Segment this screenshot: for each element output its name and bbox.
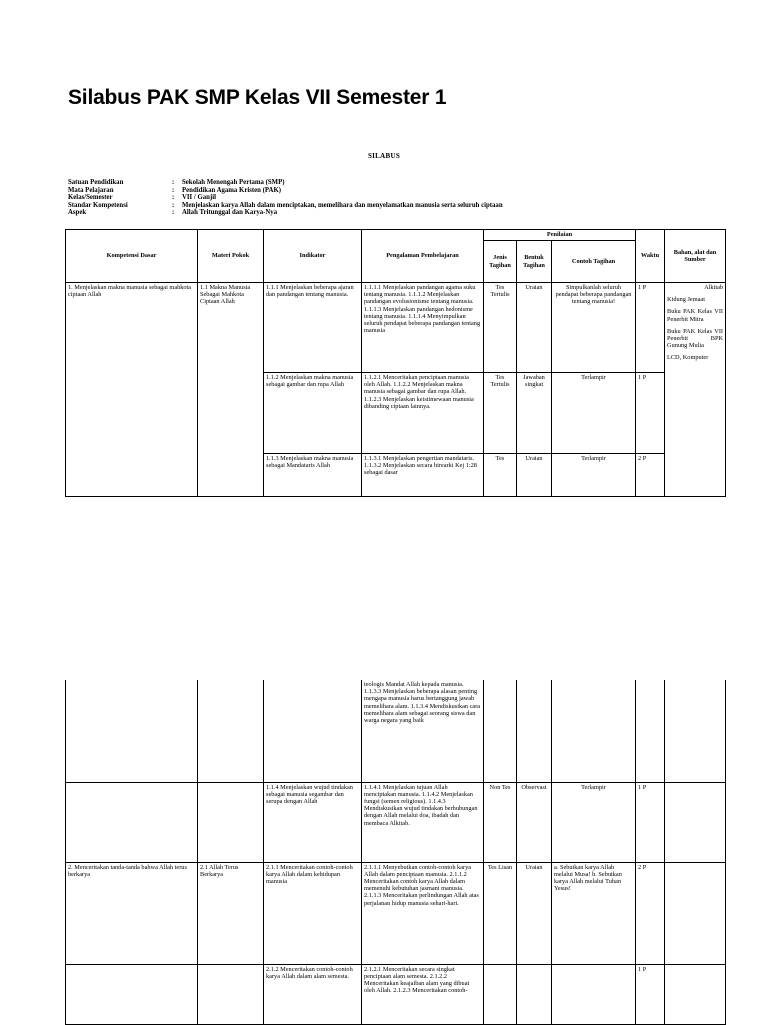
bahan-item: Kidung Jemaat [667, 296, 705, 304]
header-materi-pokok: Materi Pokok [198, 230, 264, 283]
meta-row: Satuan Pendidikan : Sekolah Menengah Pertama (SMP) [68, 179, 285, 186]
pengalaman-cell: 2.1.1.1 Menyebutkan contoh-contoh karya Allah dalam penciptaan manusia. 2.1.1.2 Menceritakan contoh karya Allah dalam memenuhi kebutuhan jasmani manusia. 2.1.1.3 Menceritakan perlindungan Allah atas perjalanan hidup manusia sehari-hari. [362, 862, 484, 964]
header-indikator: Indikator [264, 230, 362, 283]
header-contoh-tagihan: Contoh Tagihan [552, 241, 636, 283]
meta-row: Mata Pelajaran : Pendidikan Agama Kristen (PAK) [68, 186, 281, 194]
bahan-item: LCD, Komputer [667, 354, 709, 362]
table-row [66, 680, 726, 782]
indikator-cell: 2.1.1 Menceritakan contoh-contoh karya Allah dalam kehidupan manusia [264, 862, 362, 964]
meta-row: Aspek : Allah Tritunggal dan Karya-Nya [68, 209, 278, 217]
pengalaman-cell: 1.1.3.1 Menjelaskan pengertian mandataris. 1.1.3.2 Menjelaskan secara hirearki Kej 1:28 sebagai dasar [362, 454, 484, 497]
table-row [66, 782, 726, 862]
jenis-cell: Tes Tertulis [484, 373, 517, 454]
bentuk-cell: Uraian [517, 862, 552, 964]
materi-pokok-cell: 1.1 Makna Manusia Sebagai Mahkota Ciptaan Allah [198, 283, 264, 497]
jenis-cell: Tes [484, 454, 517, 497]
contoh-cell: Terlampir [552, 782, 636, 862]
jenis-cell: Tes Tertulis [484, 283, 517, 373]
meta-key: Standar Kompetensi [68, 201, 128, 209]
materi-pokok-cell: 2.1 Allah Terus Berkarya [198, 862, 264, 964]
bentuk-cell: Observasi [517, 782, 552, 862]
header-penilaian: Penilaian [484, 230, 636, 241]
meta-value: VII / Ganjil [182, 194, 216, 202]
bahan-item: Alkitab [704, 284, 724, 291]
header-jenis-tagihan: Jenis Tagihan [484, 241, 517, 283]
contoh-cell: Simpulkanlah seluruh pendapat beberapa pandangan tentang manusia! [552, 283, 636, 373]
meta-key: Satuan Pendidikan [68, 179, 124, 186]
bahan-item: Buku PAK Kelas VII Penerbit BPK Gunung Mulia [667, 327, 724, 350]
pengalaman-cell: 1.1.4.1 Menjelaskan tujuan Allah menciptakan manusia. 1.1.4.2 Menjelaskan fungsi (semen religious). 1.1.4.3 Mendiskusikan wujud tindakan berhubungan dengan Allah melalui doa, ibadah dan membaca Alkitab. [362, 782, 484, 862]
meta-row: Kelas/Semester : VII / Ganjil [68, 194, 216, 202]
bahan-item: Buku PAK Kelas VII Penerbit Mitra [667, 308, 724, 323]
waktu-cell: 1 P [636, 373, 665, 454]
indikator-cell: 1.1.1 Menjelaskan beberapa ajaran dan pandangan tentang manusia. [264, 283, 362, 373]
pengalaman-cell: 1.1.2.1 Menceritakan penciptaan manusia oleh Allah. 1.1.2.2 Menjelaskan makna manusia sebagai gambar dan rupa Allah. 1.1.2.3 Menjelaskan keistimewaan manusia dibanding ciptaan lainnya. [362, 373, 484, 454]
meta-row: Standar Kompetensi : Menjelaskan karya Allah dalam menciptakan, memelihara dan menyelamatkan manusia serta seluruh ciptaan [68, 201, 503, 209]
pengalaman-cell: teologis Mandat Allah kepada manusia. 1.1.3.3 Menjelaskan beberapa alasan penting mengapa manusia harus bertanggung jawab memelihara alam. 1.1.3.4 Mendiskusikan cara memelihara alam sebagai seorang siswa dan warga negara yang baik [362, 680, 484, 782]
meta-value: Pendidikan Agama Kristen (PAK) [182, 186, 281, 194]
table-row [66, 964, 726, 1024]
waktu-cell: 2 P [636, 454, 665, 497]
pengalaman-cell: 2.1.2.1 Menceritakan secara singkat penciptaan alam semesta. 2.1.2.2 Menceritakan keajaiban alam yang dibuat oleh Allah. 2.1.2.3 Menceritakan contoh- [362, 964, 484, 1024]
waktu-cell: 2 P [636, 862, 665, 964]
indikator-cell: 1.1.4 Menjelaskan wujud tindakan sebagai manusia segambar dan serupa dengan Allah [264, 782, 362, 862]
waktu-cell: 1 P [636, 782, 665, 862]
table-row [66, 862, 726, 964]
jenis-cell: Tes Lisan [484, 862, 517, 964]
meta-value: Sekolah Menengah Pertama (SMP) [182, 179, 285, 186]
document-label: SILABUS [367, 152, 401, 160]
bentuk-cell: Uraian [517, 454, 552, 497]
header-bentuk-tagihan: Bentuk Tagihan [517, 241, 552, 283]
syllabus-table-page1 [65, 229, 726, 497]
contoh-cell: Terlampir [552, 454, 636, 497]
meta-key: Aspek [68, 209, 87, 217]
waktu-cell: 1 P [636, 283, 665, 373]
syllabus-table-page2 [65, 680, 726, 1025]
header-waktu: Waktu [636, 230, 665, 283]
meta-key: Kelas/Semester [68, 194, 113, 202]
page-title: Silabus PAK SMP Kelas VII Semester 1 [68, 86, 447, 109]
jenis-cell: Non Tes [484, 782, 517, 862]
meta-key: Mata Pelajaran [68, 186, 114, 194]
header-pengalaman: Pengalaman Pembelajaran [362, 230, 484, 283]
indikator-cell: 2.1.2 Menceritakan contoh-contoh karya Allah dalam alam semesta. [264, 964, 362, 1024]
bentuk-cell: Jawaban singkat [517, 373, 552, 454]
syllabus-meta [68, 179, 503, 217]
contoh-cell: a. Sebutkan karya Allah melalui Musa! b. Sebutkan karya Allah melalui Tuhan Yesus! [552, 862, 636, 964]
bahan-cell [665, 283, 726, 497]
meta-value: Allah Tritunggal dan Karya-Nya [182, 209, 278, 217]
kompetensi-dasar-cell: 1. Menjelaskan makna manusia sebagai mahkota ciptaan Allah [66, 283, 198, 497]
bentuk-cell: Uraian [517, 283, 552, 373]
contoh-cell: Terlampir [552, 373, 636, 454]
kompetensi-dasar-cell: 2. Menceritakan tanda-tanda bahwa Allah terus berkarya [66, 862, 198, 964]
indikator-cell: 1.1.3 Menjelaskan makna manusia sebagai Mandataris Allah [264, 454, 362, 497]
meta-value: Menjelaskan karya Allah dalam menciptakan, memelihara dan menyelamatkan manusia serta seluruh ciptaan [182, 201, 503, 209]
waktu-cell: 1 P [636, 964, 665, 1024]
indikator-cell: 1.1.2 Menjelaskan makna manusia sebagai gambar dan rupa Allah [264, 373, 362, 454]
header-bahan: Bahan, alat dan Sumber [665, 230, 726, 283]
header-kompetensi-dasar: Kompetensi Dasar [66, 230, 198, 283]
pengalaman-cell: 1.1.1.1 Menjelaskan pandangan agama suku tentang manusia. 1.1.1.2 Menjelaskan pandangan evolusionisme tentang manusia. 1.1.1.3 Menjelaskan pandangan hedonisme tentang manusia. 1.1.1.4 Menyimpulkan seluruh pendapat beberapa pandangan tentang manusia [362, 283, 484, 373]
table-row [66, 283, 726, 373]
